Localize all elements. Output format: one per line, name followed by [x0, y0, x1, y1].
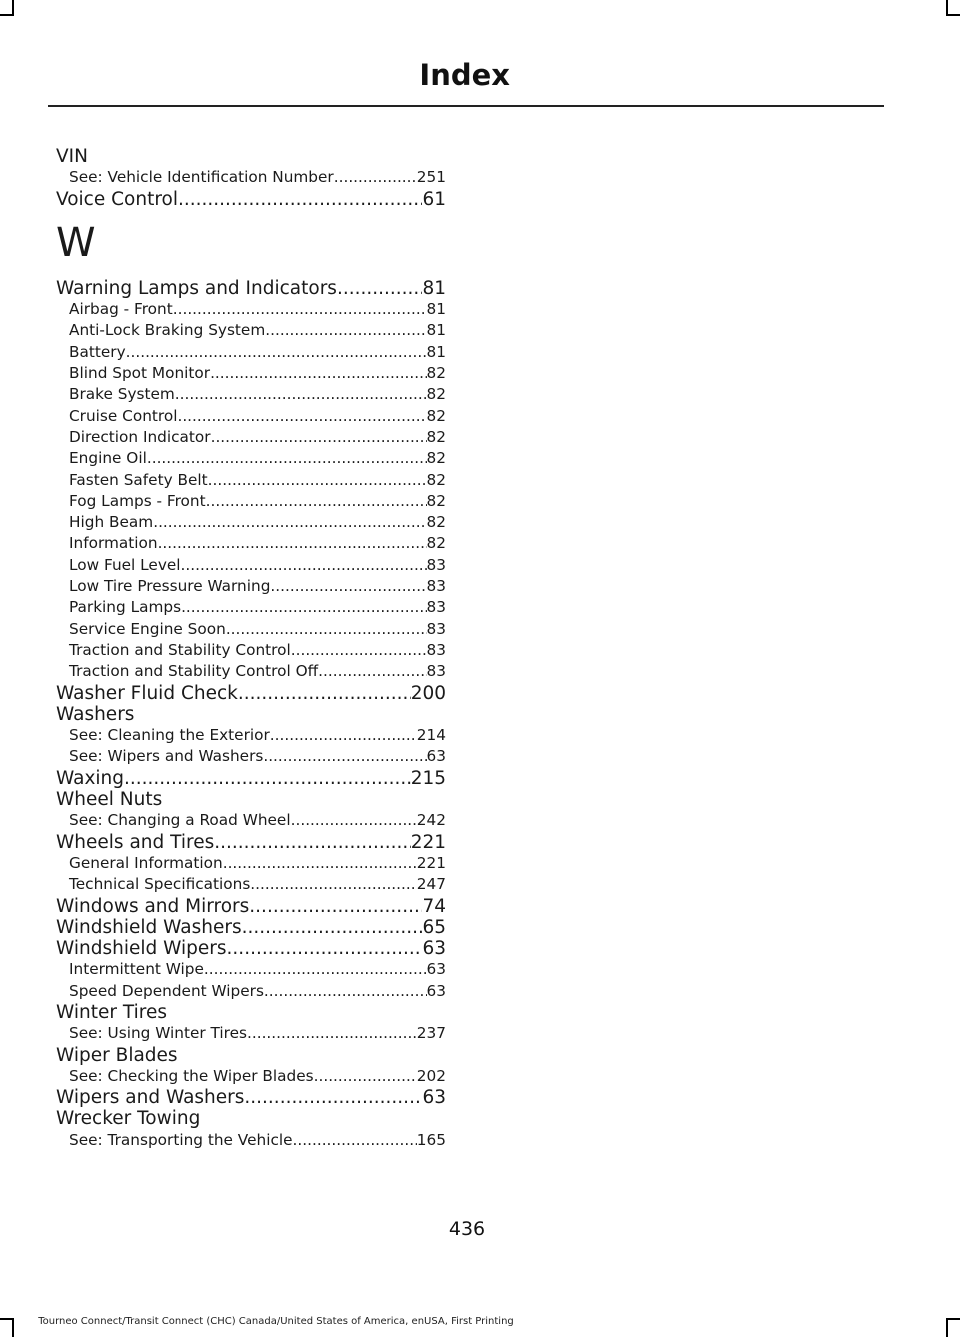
dot-leader	[181, 555, 427, 576]
dot-leader	[242, 917, 423, 938]
dot-leader	[124, 768, 411, 789]
entry-page-number: 82	[426, 534, 446, 553]
entry-label: Cruise Control	[69, 406, 178, 425]
header-divider	[48, 105, 884, 107]
dot-leader	[211, 427, 427, 448]
entry-page-number: 82	[426, 406, 446, 425]
entry-page-number: 165	[416, 1130, 446, 1149]
dot-leader	[265, 320, 426, 341]
dot-leader	[177, 406, 426, 427]
entry-page-number: 63	[426, 981, 446, 1000]
index-entry	[56, 1108, 446, 1129]
entry-label: Washers	[56, 703, 135, 725]
index-subentry	[56, 640, 446, 661]
entry-page-number: 81	[426, 300, 446, 319]
dot-leader	[158, 533, 427, 554]
index-entry	[56, 938, 446, 959]
entry-label: Parking Lamps	[69, 598, 182, 617]
entry-page-number: 82	[426, 364, 446, 383]
dot-leader	[206, 491, 427, 512]
entry-label: Technical Specifications	[69, 875, 251, 894]
index-entry	[56, 1087, 446, 1108]
index-subentry	[56, 810, 446, 831]
entry-label: Wheels and Tires	[56, 831, 215, 853]
entry-page-number: 81	[426, 321, 446, 340]
index-entry	[56, 789, 446, 810]
entry-label: Direction Indicator	[69, 427, 211, 446]
index-entry	[56, 1045, 446, 1066]
dot-leader	[291, 640, 427, 661]
entry-page-number: 83	[426, 662, 446, 681]
dot-leader	[293, 1130, 417, 1151]
entry-label: General Information	[69, 853, 223, 872]
index-subentry	[56, 981, 446, 1002]
index-entry	[56, 683, 446, 704]
dot-leader	[227, 938, 423, 959]
crop-mark	[0, 14, 14, 16]
entry-page-number: 82	[426, 449, 446, 468]
entry-label: See: Changing a Road Wheel	[69, 811, 291, 830]
entry-label: Wrecker Towing	[56, 1108, 201, 1130]
dot-leader	[270, 725, 417, 746]
entry-page-number: 242	[416, 811, 446, 830]
index-entry	[56, 278, 446, 299]
dot-leader	[126, 342, 427, 363]
entry-label: Traction and Stability Control	[69, 640, 291, 659]
index-entry	[56, 917, 446, 938]
entry-label: See: Cleaning the Exterior	[69, 726, 270, 745]
entry-page-number: 83	[426, 619, 446, 638]
entry-page-number: 61	[422, 188, 446, 210]
dot-leader	[204, 959, 427, 980]
index-subentry	[56, 1130, 446, 1151]
entry-label: Fasten Safety Belt	[69, 470, 208, 489]
index-subentry	[56, 746, 446, 767]
entry-label: Traction and Stability Control Off	[69, 662, 319, 681]
entry-label: Intermittent Wipe	[69, 960, 204, 979]
footer-text: Tourneo Connect/Transit Connect (CHC) Canada/United States of America, enUSA, First Printing	[38, 1316, 514, 1327]
page-number: 436	[448, 1218, 486, 1240]
entry-label: See: Checking the Wiper Blades	[69, 1066, 314, 1085]
entry-label: See: Using Winter Tires	[69, 1024, 247, 1043]
dot-leader	[223, 853, 417, 874]
index-subentry	[56, 619, 446, 640]
entry-label: Wheel Nuts	[56, 789, 163, 811]
entry-label: Voice Control	[56, 188, 178, 210]
index-entry	[56, 146, 446, 167]
dot-leader	[181, 597, 426, 618]
entry-page-number: 63	[426, 747, 446, 766]
entry-label: Service Engine Soon	[69, 619, 226, 638]
entry-page-number: 215	[410, 767, 446, 789]
entry-page-number: 82	[426, 470, 446, 489]
entry-page-number: 200	[410, 682, 446, 704]
index-subentry	[56, 725, 446, 746]
entry-label: Speed Dependent Wipers	[69, 981, 264, 1000]
entry-label: Brake System	[69, 385, 175, 404]
entry-label: VIN	[56, 146, 88, 167]
index-subentry	[56, 533, 446, 554]
index-entry	[56, 768, 446, 789]
index-subentry	[56, 167, 446, 188]
index-subentry	[56, 491, 446, 512]
entry-label: Anti-Lock Braking System	[69, 321, 266, 340]
dot-leader	[173, 299, 427, 320]
entry-page-number: 82	[426, 385, 446, 404]
entry-label: See: Vehicle Identification Number	[69, 168, 334, 187]
entry-label: Information	[69, 534, 158, 553]
entry-page-number: 83	[426, 598, 446, 617]
dot-leader	[291, 810, 417, 831]
dot-leader	[337, 278, 423, 299]
dot-leader	[314, 1066, 417, 1087]
index-subentry	[56, 342, 446, 363]
entry-label: Washer Fluid Check	[56, 682, 238, 704]
index-subentry	[56, 959, 446, 980]
entry-label: Engine Oil	[69, 449, 147, 468]
index-subentry	[56, 597, 446, 618]
index-subentry	[56, 1066, 446, 1087]
dot-leader	[250, 874, 417, 895]
entry-page-number: 83	[426, 555, 446, 574]
index-entry	[56, 1002, 446, 1023]
entry-page-number: 65	[422, 916, 446, 938]
entry-label: Fog Lamps - Front	[69, 491, 206, 510]
entry-label: W	[56, 219, 96, 266]
entry-page-number: 214	[416, 726, 446, 745]
index-subentry	[56, 512, 446, 533]
entry-page-number: 63	[422, 1087, 446, 1109]
dot-leader	[226, 619, 427, 640]
entry-page-number: 237	[416, 1024, 446, 1043]
entry-page-number: 221	[416, 853, 446, 872]
index-subentry	[56, 406, 446, 427]
crop-mark	[946, 14, 960, 16]
entry-label: Airbag - Front	[69, 300, 173, 319]
dot-leader	[178, 189, 422, 210]
entry-label: Blind Spot Monitor	[69, 364, 211, 383]
index-entry	[56, 896, 446, 917]
index-subentry	[56, 448, 446, 469]
entry-label: High Beam	[69, 513, 154, 532]
dot-leader	[249, 896, 422, 917]
entry-label: Warning Lamps and Indicators	[56, 277, 337, 299]
entry-label: Low Fuel Level	[69, 555, 181, 574]
entry-page-number: 83	[426, 640, 446, 659]
entry-page-number: 221	[410, 831, 446, 853]
index-subentry	[56, 1023, 446, 1044]
dot-leader	[238, 683, 411, 704]
index-subentry	[56, 555, 446, 576]
entry-label: Windshield Wipers	[56, 938, 227, 960]
entry-page-number: 63	[422, 938, 446, 960]
index-subentry	[56, 874, 446, 895]
index-subentry	[56, 427, 446, 448]
entry-page-number: 81	[426, 342, 446, 361]
index-entry	[56, 189, 446, 210]
entry-page-number: 83	[426, 577, 446, 596]
entry-label: Low Tire Pressure Warning	[69, 577, 271, 596]
dot-leader	[214, 832, 410, 853]
dot-leader	[247, 1023, 417, 1044]
dot-leader	[334, 167, 417, 188]
entry-label: See: Wipers and Washers	[69, 747, 264, 766]
dot-leader	[263, 746, 426, 767]
entry-page-number: 82	[426, 491, 446, 510]
entry-label: Winter Tires	[56, 1001, 167, 1023]
index-column	[56, 146, 446, 1151]
entry-page-number: 247	[416, 875, 446, 894]
index-entry	[56, 704, 446, 725]
dot-leader	[153, 512, 426, 533]
index-subentry	[56, 363, 446, 384]
entry-label: Waxing	[56, 767, 125, 789]
entry-page-number: 74	[422, 895, 446, 917]
entry-label: See: Transporting the Vehicle	[69, 1130, 293, 1149]
index-subentry	[56, 853, 446, 874]
index-subentry	[56, 384, 446, 405]
index-subentry	[56, 470, 446, 491]
section-letter	[56, 212, 446, 274]
dot-leader	[318, 661, 426, 682]
dot-leader	[208, 470, 427, 491]
index-subentry	[56, 576, 446, 597]
dot-leader	[270, 576, 426, 597]
dot-leader	[175, 384, 427, 405]
entry-label: Windows and Mirrors	[56, 895, 250, 917]
entry-page-number: 202	[416, 1066, 446, 1085]
entry-page-number: 63	[426, 960, 446, 979]
entry-label: Battery	[69, 342, 126, 361]
index-entry	[56, 832, 446, 853]
index-subentry	[56, 320, 446, 341]
crop-mark	[946, 1318, 948, 1337]
entry-label: Wiper Blades	[56, 1044, 178, 1066]
entry-page-number: 82	[426, 427, 446, 446]
entry-page-number: 251	[416, 168, 446, 187]
entry-label: Wipers and Washers	[56, 1087, 245, 1109]
entry-page-number: 82	[426, 513, 446, 532]
entry-label: Windshield Washers	[56, 916, 242, 938]
page-title: Index	[419, 58, 510, 92]
entry-page-number: 81	[422, 277, 446, 299]
dot-leader	[210, 363, 426, 384]
index-subentry	[56, 299, 446, 320]
dot-leader	[264, 981, 427, 1002]
dot-leader	[147, 448, 427, 469]
crop-mark	[946, 1318, 960, 1320]
index-subentry	[56, 661, 446, 682]
dot-leader	[244, 1087, 422, 1108]
